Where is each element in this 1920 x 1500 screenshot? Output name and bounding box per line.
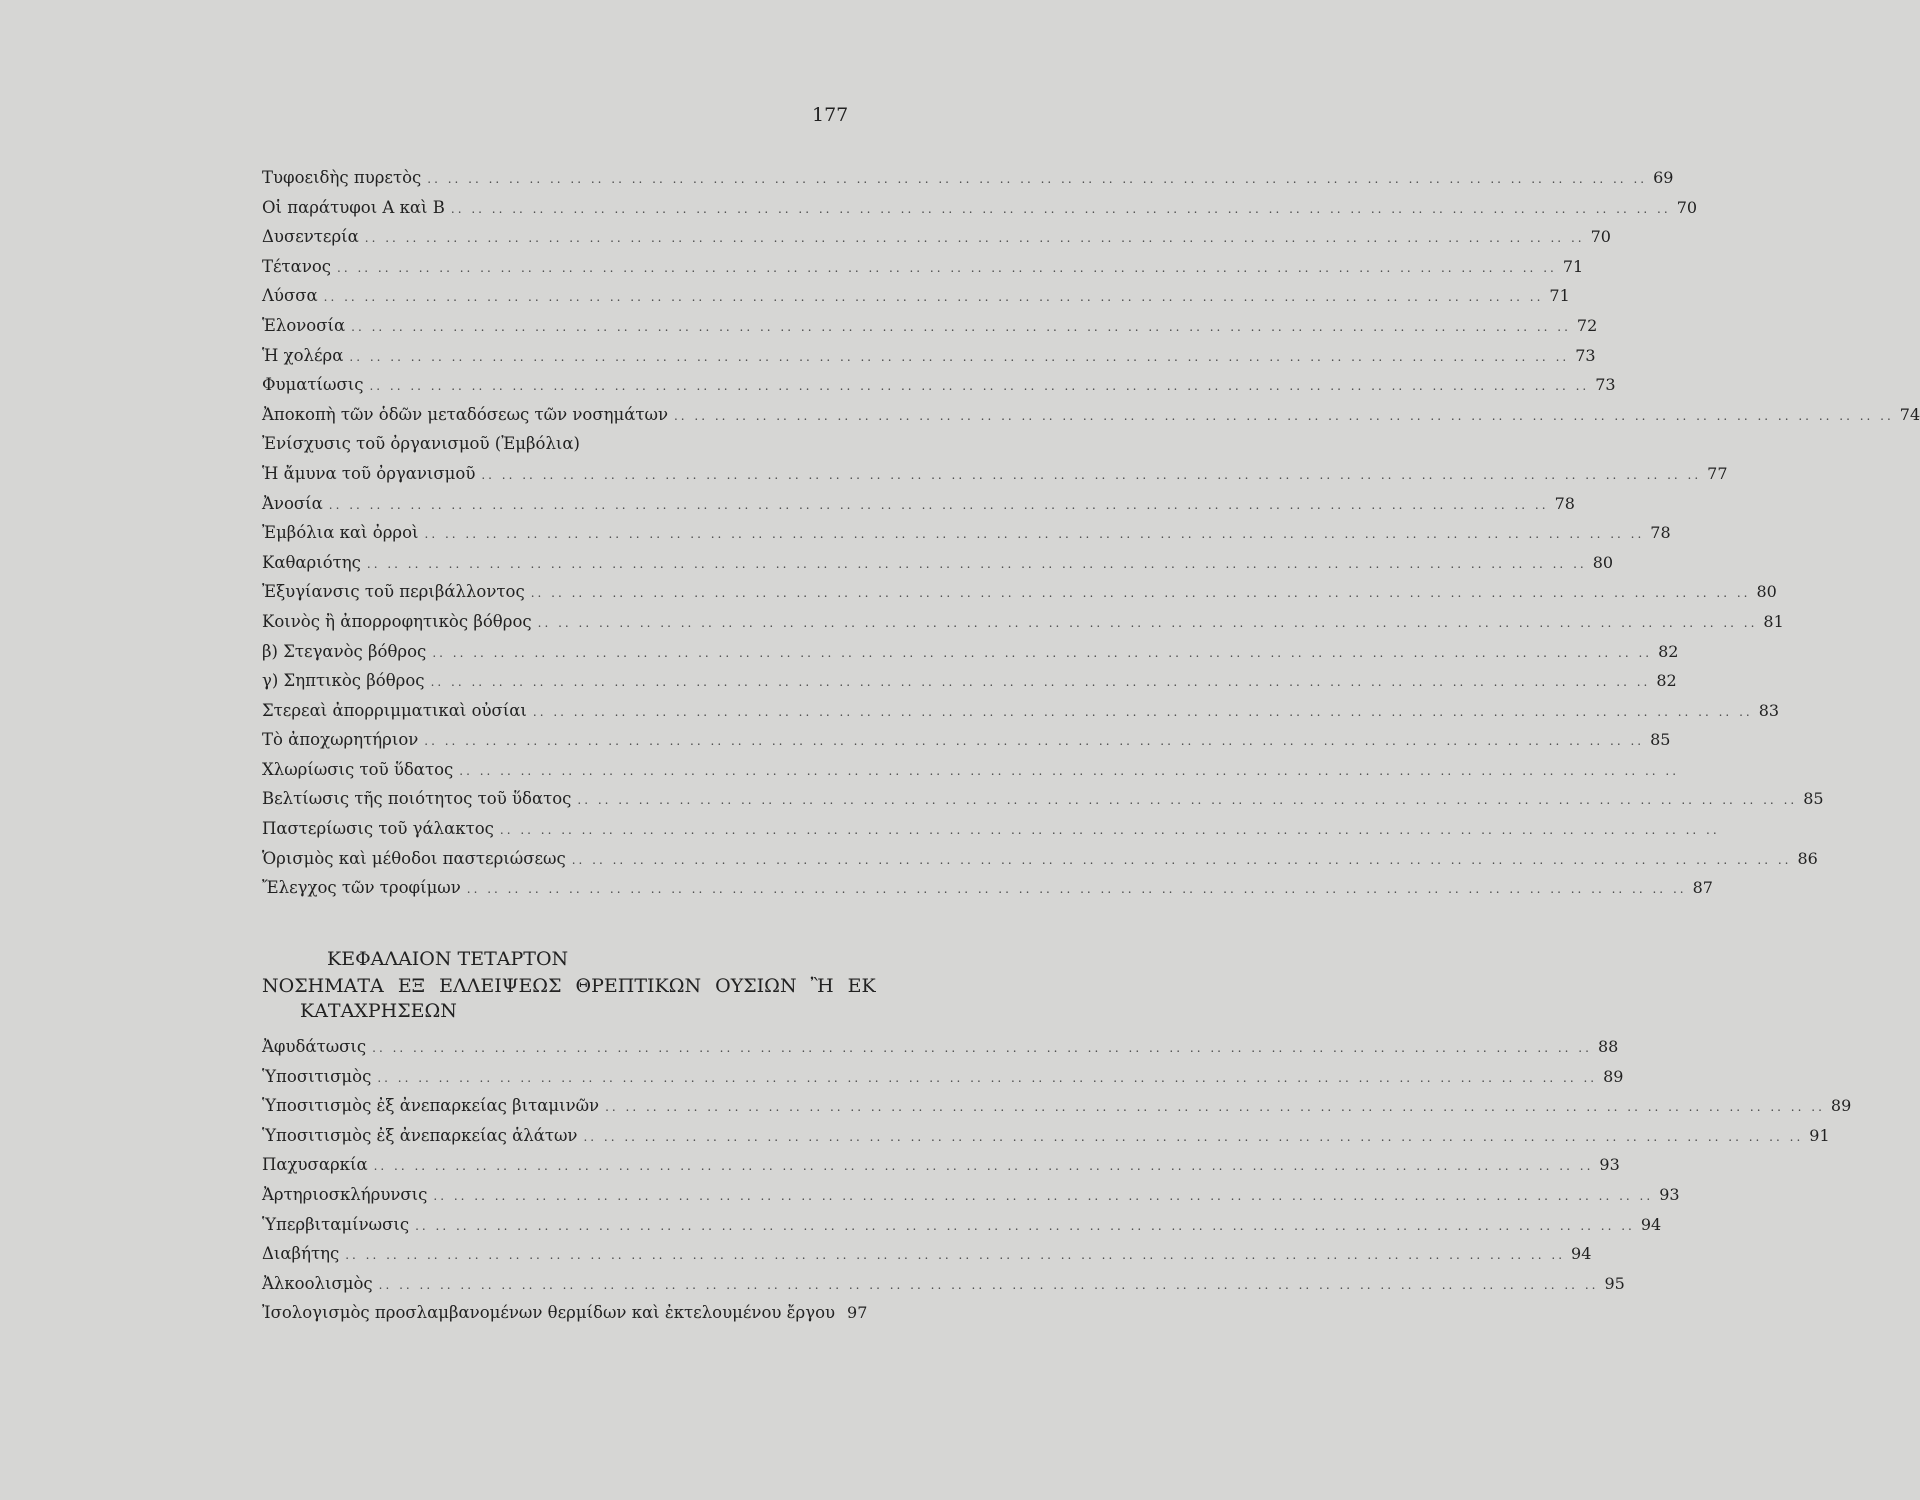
toc-entry xyxy=(262,819,1720,849)
toc-entry xyxy=(262,730,1671,760)
toc-entry-title: Ὁρισμὸς καὶ μέθοδοι παστεριώσεως xyxy=(262,848,566,868)
toc-entry xyxy=(262,1125,1830,1156)
toc-entry xyxy=(262,1214,1662,1245)
toc-entry-page: 93 xyxy=(1599,1155,1620,1175)
toc-entry xyxy=(262,1303,868,1333)
toc-entry-title: Ἑλονοσία xyxy=(262,315,346,335)
toc-entry xyxy=(262,1066,1624,1097)
toc-entry-page: 71 xyxy=(1562,256,1584,276)
toc-entry-title: Ἐνίσχυσις τοῦ ὀργανισμοῦ (Ἐμβόλια) xyxy=(262,434,580,454)
toc-entry xyxy=(262,256,1584,287)
dot-leader: .. .. .. .. .. .. .. .. .. .. .. .. .. .. .. .. .. .. .. .. .. .. .. .. .. .. .. .. .. .. .. .. .. .. .. .. .. .. .. .. .. .. .. .. .. .. .. .. .. .. .. .. .. .. .. .. .. .. .. .. xyxy=(424,527,1645,542)
toc-entry-page: 70 xyxy=(1590,227,1611,247)
toc-entry xyxy=(262,878,1713,908)
toc-entry xyxy=(262,1244,1592,1274)
dot-leader: .. .. .. .. .. .. .. .. .. .. .. .. .. .. .. .. .. .. .. .. .. .. .. .. .. .. .. .. .. .. .. .. .. .. .. .. .. .. .. .. .. .. .. .. .. .. .. .. .. .. .. .. .. .. .. .. .. .. .. .. xyxy=(577,793,1798,808)
dot-leader: .. .. .. .. .. .. .. .. .. .. .. .. .. .. .. .. .. .. .. .. .. .. .. .. .. .. .. .. .. .. .. .. .. .. .. .. .. .. .. .. .. .. .. .. .. .. .. .. .. .. .. .. .. .. .. .. .. .. .. .. xyxy=(369,379,1590,394)
toc-entry xyxy=(262,434,852,464)
toc-entry-page: 94 xyxy=(1640,1214,1662,1234)
toc-entry-title: Βελτίωσις τῆς ποιότητος τοῦ ὕδατος xyxy=(262,789,572,809)
toc-entry-title: Οἱ παράτυφοι Α καὶ Β xyxy=(262,197,445,217)
toc-entry xyxy=(262,700,1780,731)
dot-leader: .. .. .. .. .. .. .. .. .. .. .. .. .. .. .. .. .. .. .. .. .. .. .. .. .. .. .. .. .. .. .. .. .. .. .. .. .. .. .. .. .. .. .. .. .. .. .. .. .. .. .. .. .. .. .. .. .. .. .. .. xyxy=(323,290,1544,305)
toc-entry-page: 91 xyxy=(1809,1125,1830,1145)
dot-leader: .. .. .. .. .. .. .. .. .. .. .. .. .. .. .. .. .. .. .. .. .. .. .. .. .. .. .. .. .. .. .. .. .. .. .. .. .. .. .. .. .. .. .. .. .. .. .. .. .. .. .. .. .. .. .. .. .. .. .. .. xyxy=(481,467,1702,482)
dot-leader: .. .. .. .. .. .. .. .. .. .. .. .. .. .. .. .. .. .. .. .. .. .. .. .. .. .. .. .. .. .. .. .. .. .. .. .. .. .. .. .. .. .. .. .. .. .. .. .. .. .. .. .. .. .. .. .. .. .. .. .. xyxy=(433,1188,1654,1203)
toc-entry-page: 85 xyxy=(1650,730,1671,750)
toc-entry xyxy=(262,345,1596,376)
toc-entry-title: Διαβήτης xyxy=(262,1244,340,1264)
toc-entry xyxy=(262,552,1614,583)
toc-entry-page: 78 xyxy=(1554,493,1575,513)
toc-entry xyxy=(262,1184,1680,1215)
dot-leader: .. .. .. .. .. .. .. .. .. .. .. .. .. .. .. .. .. .. .. .. .. .. .. .. .. .. .. .. .. .. .. .. .. .. .. .. .. .. .. .. .. .. .. .. .. .. .. .. .. .. .. .. .. .. .. .. .. .. .. .. xyxy=(530,586,1751,601)
toc-entry-title: Ἰσολογισμὸς προσλαμβανομένων θερμίδων καὶ ἐκτελουμένου ἔργου xyxy=(262,1303,836,1323)
toc-entry-title: Ἐξυγίανσις τοῦ περιβάλλοντος xyxy=(262,582,525,602)
toc-entry-page: 81 xyxy=(1763,611,1784,631)
toc-entry-title: Ἀρτηριοσκλήρυνσις xyxy=(262,1184,428,1204)
dot-leader: .. .. .. .. .. .. .. .. .. .. .. .. .. .. .. .. .. .. .. .. .. .. .. .. .. .. .. .. .. .. .. .. .. .. .. .. .. .. .. .. .. .. .. .. .. .. .. .. .. .. .. .. .. .. .. .. .. .. .. .. xyxy=(466,882,1687,897)
toc-entry-title: Ἡ ἄμυνα τοῦ ὀργανισμοῦ xyxy=(262,463,476,483)
toc-entry-title: Ἀφυδάτωσις xyxy=(262,1037,367,1056)
dot-leader: .. .. .. .. .. .. .. .. .. .. .. .. .. .. .. .. .. .. .. .. .. .. .. .. .. .. .. .. .. .. .. .. .. .. .. .. .. .. .. .. .. .. .. .. .. .. .. .. .. .. .. .. .. .. .. .. .. .. .. .. xyxy=(673,408,1894,423)
toc-entry xyxy=(262,197,1698,228)
toc-entry-title: Ὑποσιτισμὸς ἐξ ἀνεπαρκείας ἁλάτων xyxy=(262,1125,578,1145)
toc-entry-title: Τέτανος xyxy=(262,256,332,276)
toc-entry-title: γ) Σηπτικὸς βόθρος xyxy=(262,671,425,691)
toc-entry-page: 97 xyxy=(847,1303,868,1323)
toc-entry-page: 94 xyxy=(1571,1244,1592,1264)
dot-leader: .. .. .. .. .. .. .. .. .. .. .. .. .. .. .. .. .. .. .. .. .. .. .. .. .. .. .. .. .. .. .. .. .. .. .. .. .. .. .. .. .. .. .. .. .. .. .. .. .. .. .. .. .. .. .. .. .. .. .. .. xyxy=(415,1218,1635,1233)
toc-entry-title: Στερεαὶ ἀπορριμματικαὶ οὐσίαι xyxy=(262,700,527,720)
toc-entry-title: Ἀνοσία xyxy=(262,493,323,513)
toc-entry-page: 82 xyxy=(1658,641,1679,661)
toc-section-2 xyxy=(262,1037,1852,1333)
toc-entry-title: Λύσσα xyxy=(262,286,318,306)
toc-entry xyxy=(262,1155,1620,1185)
toc-entry-title: Τυφοειδὴς πυρετὸς xyxy=(262,168,422,187)
toc-entry-title: Ἡ χολέρα xyxy=(262,345,344,365)
dot-leader: .. .. .. .. .. .. .. .. .. .. .. .. .. .. .. .. .. .. .. .. .. .. .. .. .. .. .. .. .. .. .. .. .. .. .. .. .. .. .. .. .. .. .. .. .. .. .. .. .. .. .. .. .. .. .. .. .. .. .. .. xyxy=(366,556,1587,571)
toc-entry-title: Δυσεντερία xyxy=(262,227,359,247)
toc-entry xyxy=(262,286,1570,316)
toc-entry-title: Καθαριότης xyxy=(262,552,361,572)
toc-entry xyxy=(262,1096,1852,1126)
toc-entry xyxy=(262,641,1679,672)
dot-leader: .. .. .. .. .. .. .. .. .. .. .. .. .. .. .. .. .. .. .. .. .. .. .. .. .. .. .. .. .. .. .. .. .. .. .. .. .. .. .. .. .. .. .. .. .. .. .. .. .. .. .. .. .. .. .. .. .. .. .. .. xyxy=(430,675,1651,690)
toc-entry-page: 85 xyxy=(1803,789,1824,809)
toc-entry xyxy=(262,493,1575,524)
toc-entry-title: Κοινὸς ἢ ἀπορροφητικὸς βόθρος xyxy=(262,611,532,631)
toc-entry xyxy=(262,315,1598,346)
toc-entry-title: Ὑποσιτισμὸς xyxy=(262,1066,372,1086)
dot-leader: .. .. .. .. .. .. .. .. .. .. .. .. .. .. .. .. .. .. .. .. .. .. .. .. .. .. .. .. .. .. .. .. .. .. .. .. .. .. .. .. .. .. .. .. .. .. .. .. .. .. .. .. .. .. .. .. .. .. .. .. xyxy=(345,1248,1566,1263)
toc-entry-page: 93 xyxy=(1659,1184,1680,1204)
toc-entry-page: 72 xyxy=(1576,315,1598,335)
page-number: 177 xyxy=(812,104,849,126)
toc-entry xyxy=(262,582,1777,612)
dot-leader: .. .. .. .. .. .. .. .. .. .. .. .. .. .. .. .. .. .. .. .. .. .. .. .. .. .. .. .. .. .. .. .. .. .. .. .. .. .. .. .. .. .. .. .. .. .. .. .. .. .. .. .. .. .. .. .. .. .. .. .. xyxy=(337,260,1557,275)
toc-entry-page: 73 xyxy=(1575,345,1596,365)
toc-entry xyxy=(262,227,1611,257)
dot-leader: .. .. .. .. .. .. .. .. .. .. .. .. .. .. .. .. .. .. .. .. .. .. .. .. .. .. .. .. .. .. .. .. .. .. .. .. .. .. .. .. .. .. .. .. .. .. .. .. .. .. .. .. .. .. .. .. .. .. .. .. xyxy=(364,231,1585,246)
toc-entry-title: Τὸ ἀποχωρητήριον xyxy=(262,730,419,750)
toc-entry-page: 70 xyxy=(1676,197,1698,217)
toc-section-1 xyxy=(262,168,1920,908)
dot-leader: .. .. .. .. .. .. .. .. .. .. .. .. .. .. .. .. .. .. .. .. .. .. .. .. .. .. .. .. .. .. .. .. .. .. .. .. .. .. .. .. .. .. .. .. .. .. .. .. .. .. .. .. .. .. .. .. .. .. .. .. xyxy=(459,763,1680,778)
dot-leader: .. .. .. .. .. .. .. .. .. .. .. .. .. .. .. .. .. .. .. .. .. .. .. .. .. .. .. .. .. .. .. .. .. .. .. .. .. .. .. .. .. .. .. .. .. .. .. .. .. .. .. .. .. .. .. .. .. .. .. .. xyxy=(532,704,1753,719)
toc-entry-page: 80 xyxy=(1592,552,1614,572)
chapter-heading: ΚΕΦΑΛΑΙΟΝ ΤΕΤΑΡΤΟΝ xyxy=(327,948,569,970)
dot-leader: .. .. .. .. .. .. .. .. .. .. .. .. .. .. .. .. .. .. .. .. .. .. .. .. .. .. .. .. .. .. .. .. .. .. .. .. .. .. .. .. .. .. .. .. .. .. .. .. .. .. .. .. .. .. .. .. .. .. .. .. xyxy=(450,201,1671,216)
dot-leader: .. .. .. .. .. .. .. .. .. .. .. .. .. .. .. .. .. .. .. .. .. .. .. .. .. .. .. .. .. .. .. .. .. .. .. .. .. .. .. .. .. .. .. .. .. .. .. .. .. .. .. .. .. .. .. .. .. .. .. .. xyxy=(351,319,1571,334)
toc-entry-title: Ἀλκοολισμὸς xyxy=(262,1273,373,1293)
toc-entry-title: Ἀποκοπὴ τῶν ὁδῶν μεταδόσεως τῶν νοσημάτων xyxy=(262,404,668,424)
toc-entry-page: 69 xyxy=(1653,168,1674,187)
toc-entry-page: 71 xyxy=(1549,286,1570,306)
toc-entry-title: Ἔλεγχος τῶν τροφίμων xyxy=(262,878,461,898)
dot-leader: .. .. .. .. .. .. .. .. .. .. .. .. .. .. .. .. .. .. .. .. .. .. .. .. .. .. .. .. .. .. .. .. .. .. .. .. .. .. .. .. .. .. .. .. .. .. .. .. .. .. .. .. .. .. .. .. .. .. .. .. xyxy=(328,497,1549,512)
toc-entry-page: 73 xyxy=(1595,375,1616,395)
toc-entry xyxy=(262,789,1824,819)
toc-entry-title: Ἐμβόλια καὶ ὀρροὶ xyxy=(262,523,419,543)
dot-leader: .. .. .. .. .. .. .. .. .. .. .. .. .. .. .. .. .. .. .. .. .. .. .. .. .. .. .. .. .. .. .. .. .. .. .. .. .. .. .. .. .. .. .. .. .. .. .. .. .. .. .. .. .. .. .. .. .. .. .. .. xyxy=(605,1100,1825,1115)
dot-leader: .. .. .. .. .. .. .. .. .. .. .. .. .. .. .. .. .. .. .. .. .. .. .. .. .. .. .. .. .. .. .. .. .. .. .. .. .. .. .. .. .. .. .. .. .. .. .. .. .. .. .. .. .. .. .. .. .. .. .. .. xyxy=(499,823,1720,838)
toc-entry-page: 89 xyxy=(1830,1096,1852,1116)
dot-leader: .. .. .. .. .. .. .. .. .. .. .. .. .. .. .. .. .. .. .. .. .. .. .. .. .. .. .. .. .. .. .. .. .. .. .. .. .. .. .. .. .. .. .. .. .. .. .. .. .. .. .. .. .. .. .. .. .. .. .. .. xyxy=(373,1159,1594,1174)
toc-entry xyxy=(262,375,1616,405)
toc-entry-page: 87 xyxy=(1692,878,1713,898)
toc-entry-page: 82 xyxy=(1656,671,1677,691)
toc-entry-page: 77 xyxy=(1707,463,1728,483)
toc-entry xyxy=(262,463,1728,494)
toc-entry xyxy=(262,671,1677,701)
toc-entry xyxy=(262,759,1680,790)
toc-entry-page: 78 xyxy=(1650,523,1671,543)
toc-entry-title: Ὑπερβιταμίνωσις xyxy=(262,1214,410,1234)
dot-leader: .. .. .. .. .. .. .. .. .. .. .. .. .. .. .. .. .. .. .. .. .. .. .. .. .. .. .. .. .. .. .. .. .. .. .. .. .. .. .. .. .. .. .. .. .. .. .. .. .. .. .. .. .. .. .. .. .. .. .. .. xyxy=(377,1070,1598,1085)
dot-leader: .. .. .. .. .. .. .. .. .. .. .. .. .. .. .. .. .. .. .. .. .. .. .. .. .. .. .. .. .. .. .. .. .. .. .. .. .. .. .. .. .. .. .. .. .. .. .. .. .. .. .. .. .. .. .. .. .. .. .. .. xyxy=(571,852,1792,867)
toc-entry-title: Παχυσαρκία xyxy=(262,1155,368,1175)
toc-entry-title: Ὑποσιτισμὸς ἐξ ἀνεπαρκείας βιταμινῶν xyxy=(262,1096,600,1116)
toc-entry xyxy=(262,404,1920,435)
chapter-title-continued: ΚΑΤΑΧΡΗΣΕΩΝ xyxy=(300,1000,457,1022)
toc-entry-title: Φυματίωσις xyxy=(262,375,364,395)
dot-leader: .. .. .. .. .. .. .. .. .. .. .. .. .. .. .. .. .. .. .. .. .. .. .. .. .. .. .. .. .. .. .. .. .. .. .. .. .. .. .. .. .. .. .. .. .. .. .. .. .. .. .. .. .. .. .. .. .. .. .. .. xyxy=(427,172,1648,186)
dot-leader: .. .. .. .. .. .. .. .. .. .. .. .. .. .. .. .. .. .. .. .. .. .. .. .. .. .. .. .. .. .. .. .. .. .. .. .. .. .. .. .. .. .. .. .. .. .. .. .. .. .. .. .. .. .. .. .. .. .. .. .. xyxy=(349,349,1570,364)
chapter-title: ΝΟΣΗΜΑΤΑ ΕΞ ΕΛΛΕΙΨΕΩΣ ΘΡΕΠΤΙΚΩΝ ΟΥΣΙΩΝ Ἢ ΕΚ xyxy=(262,975,876,997)
toc-entry xyxy=(262,523,1671,553)
dot-leader: .. .. .. .. .. .. .. .. .. .. .. .. .. .. .. .. .. .. .. .. .. .. .. .. .. .. .. .. .. .. .. .. .. .. .. .. .. .. .. .. .. .. .. .. .. .. .. .. .. .. .. .. .. .. .. .. .. .. .. .. xyxy=(537,615,1758,630)
dot-leader: .. .. .. .. .. .. .. .. .. .. .. .. .. .. .. .. .. .. .. .. .. .. .. .. .. .. .. .. .. .. .. .. .. .. .. .. .. .. .. .. .. .. .. .. .. .. .. .. .. .. .. .. .. .. .. .. .. .. .. .. xyxy=(372,1041,1592,1055)
toc-entry-page: 74 xyxy=(1899,404,1920,424)
toc-entry-page: 95 xyxy=(1604,1273,1625,1293)
toc-entry-title: Χλωρίωσις τοῦ ὕδατος xyxy=(262,759,454,779)
toc-entry-page: 88 xyxy=(1597,1037,1619,1056)
toc-entry xyxy=(262,611,1784,642)
toc-entry-page: 89 xyxy=(1603,1066,1624,1086)
toc-entry xyxy=(262,848,1818,879)
toc-entry xyxy=(262,1273,1625,1304)
toc-entry-page: 86 xyxy=(1797,848,1818,868)
dot-leader: .. .. .. .. .. .. .. .. .. .. .. .. .. .. .. .. .. .. .. .. .. .. .. .. .. .. .. .. .. .. .. .. .. .. .. .. .. .. .. .. .. .. .. .. .. .. .. .. .. .. .. .. .. .. .. .. .. .. .. .. xyxy=(583,1129,1804,1144)
toc-entry-page: 80 xyxy=(1756,582,1777,602)
dot-leader: .. .. .. .. .. .. .. .. .. .. .. .. .. .. .. .. .. .. .. .. .. .. .. .. .. .. .. .. .. .. .. .. .. .. .. .. .. .. .. .. .. .. .. .. .. .. .. .. .. .. .. .. .. .. .. .. .. .. .. .. xyxy=(424,734,1645,749)
toc-entry-title: Παστερίωσις τοῦ γάλακτος xyxy=(262,819,494,839)
toc-entry-title: β) Στεγανὸς βόθρος xyxy=(262,641,427,661)
toc-entry xyxy=(262,1037,1619,1067)
toc-entry xyxy=(262,168,1674,198)
toc-entry-page: 83 xyxy=(1758,700,1780,720)
dot-leader: .. .. .. .. .. .. .. .. .. .. .. .. .. .. .. .. .. .. .. .. .. .. .. .. .. .. .. .. .. .. .. .. .. .. .. .. .. .. .. .. .. .. .. .. .. .. .. .. .. .. .. .. .. .. .. .. .. .. .. .. xyxy=(378,1277,1599,1292)
dot-leader: .. .. .. .. .. .. .. .. .. .. .. .. .. .. .. .. .. .. .. .. .. .. .. .. .. .. .. .. .. .. .. .. .. .. .. .. .. .. .. .. .. .. .. .. .. .. .. .. .. .. .. .. .. .. .. .. .. .. .. .. xyxy=(432,645,1653,660)
